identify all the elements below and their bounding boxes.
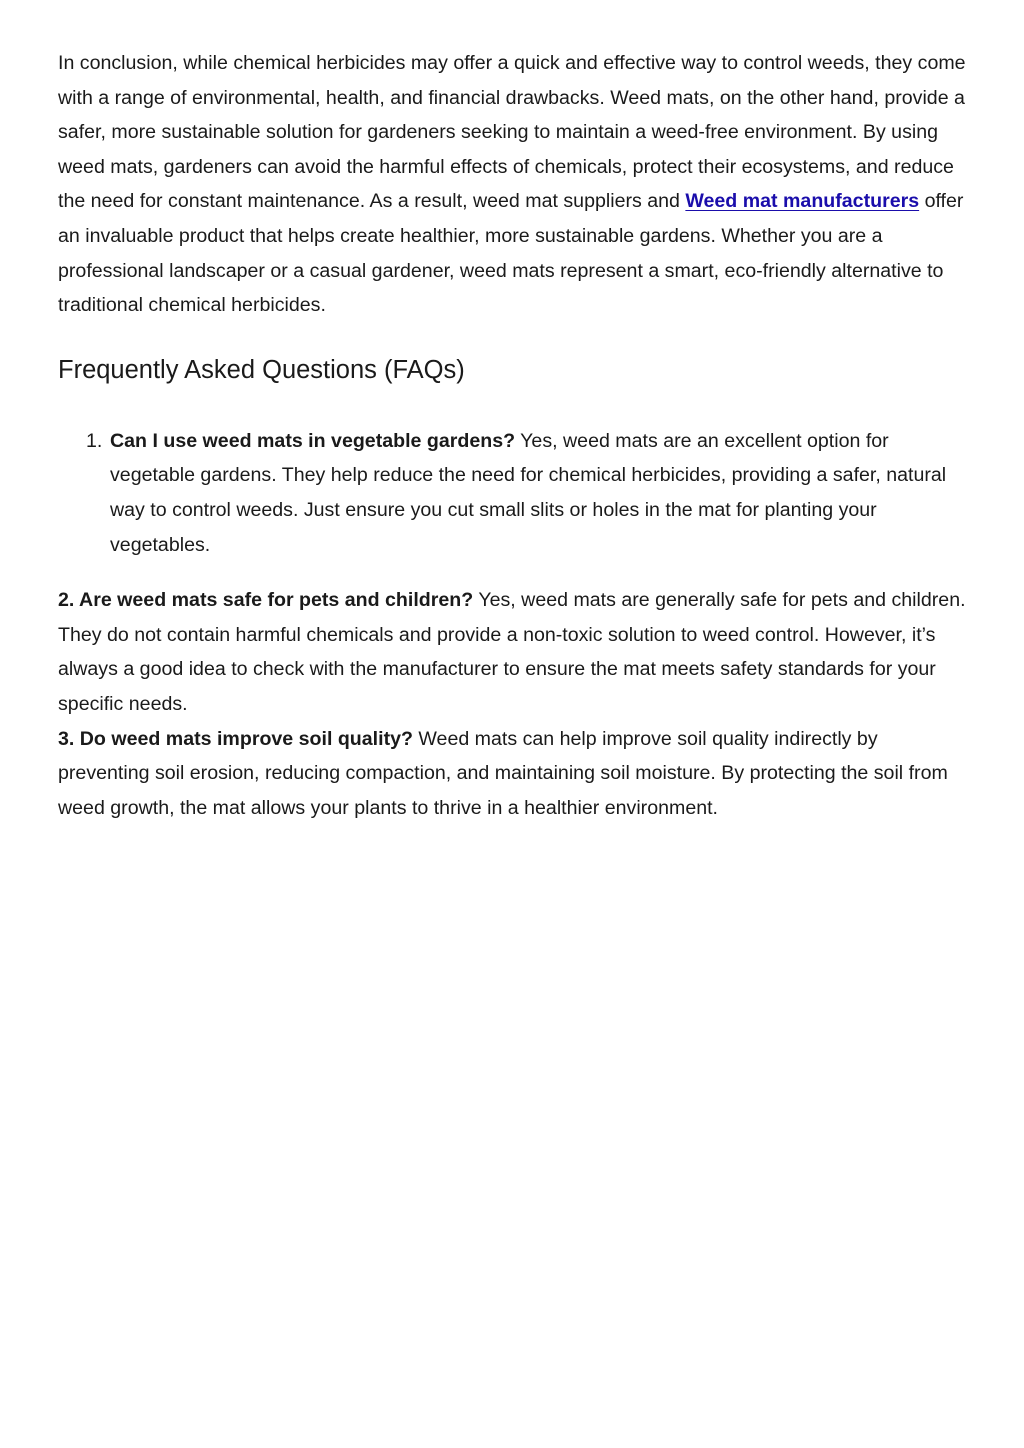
conclusion-text-before-link: In conclusion, while chemical herbicides may offer a quick and effective way to control weeds, they come with a range of environmental, health, and financial drawbacks. Weed mats, on the other hand, provide a safer, more sustainable solution for gardeners seeking to maintain a weed-free environment. By using weed mats, gardeners can avoid the harmful effects of chemicals, protect their ecosystems, and reduce the need for constant maintenance. As a result, weed mat suppliers and: [58, 52, 966, 213]
document-page: [58, 46, 970, 825]
faq-item-2-question: 2. Are weed mats safe for pets and children?: [58, 589, 474, 612]
faq-item-2-answer: Yes, weed mats are generally safe for pets and children. They do not contain harmful chemicals and provide a non-toxic solution to weed control. However, it’s always a good idea to check with the manufacturer to ensure the mat meets safety standards for your specific needs.: [58, 589, 966, 715]
faq-heading: Frequently Asked Questions (FAQs): [58, 355, 465, 384]
faq-item-1: [58, 424, 970, 562]
faq-item-2: [58, 583, 970, 721]
weed-mat-manufacturers-link[interactable]: Weed mat manufacturers: [685, 190, 920, 213]
faq-item-1-answer: Yes, weed mats are an excellent option for vegetable gardens. They help reduce the need for chemical herbicides, providing a safer, natural way to control weeds. Just ensure you cut small slits or holes in the mat for planting your vegetables.: [110, 429, 947, 556]
faq-item-3: [58, 722, 970, 826]
faq-item-1-number: 1.: [86, 429, 103, 452]
conclusion-text-after-link: offer an invaluable product that helps create healthier, more sustainable gardens. Whether you are a professional landscaper or a casual gardener, weed mats represent a smart, eco-friendly alternative to traditional chemical herbicides.: [58, 190, 964, 317]
faq-item-3-question: 3. Do weed mats improve soil quality?: [58, 727, 413, 750]
faq-item-3-answer: Weed mats can help improve soil quality indirectly by preventing soil erosion, reducing compaction, and maintaining soil moisture. By protecting the soil from weed growth, the mat allows your plants to thrive in a healthier environment.: [58, 727, 948, 819]
conclusion-paragraph: [58, 46, 970, 323]
faq-numbered-list: [58, 424, 970, 562]
faq-item-1-question: Can I use weed mats in vegetable gardens?: [110, 429, 516, 452]
